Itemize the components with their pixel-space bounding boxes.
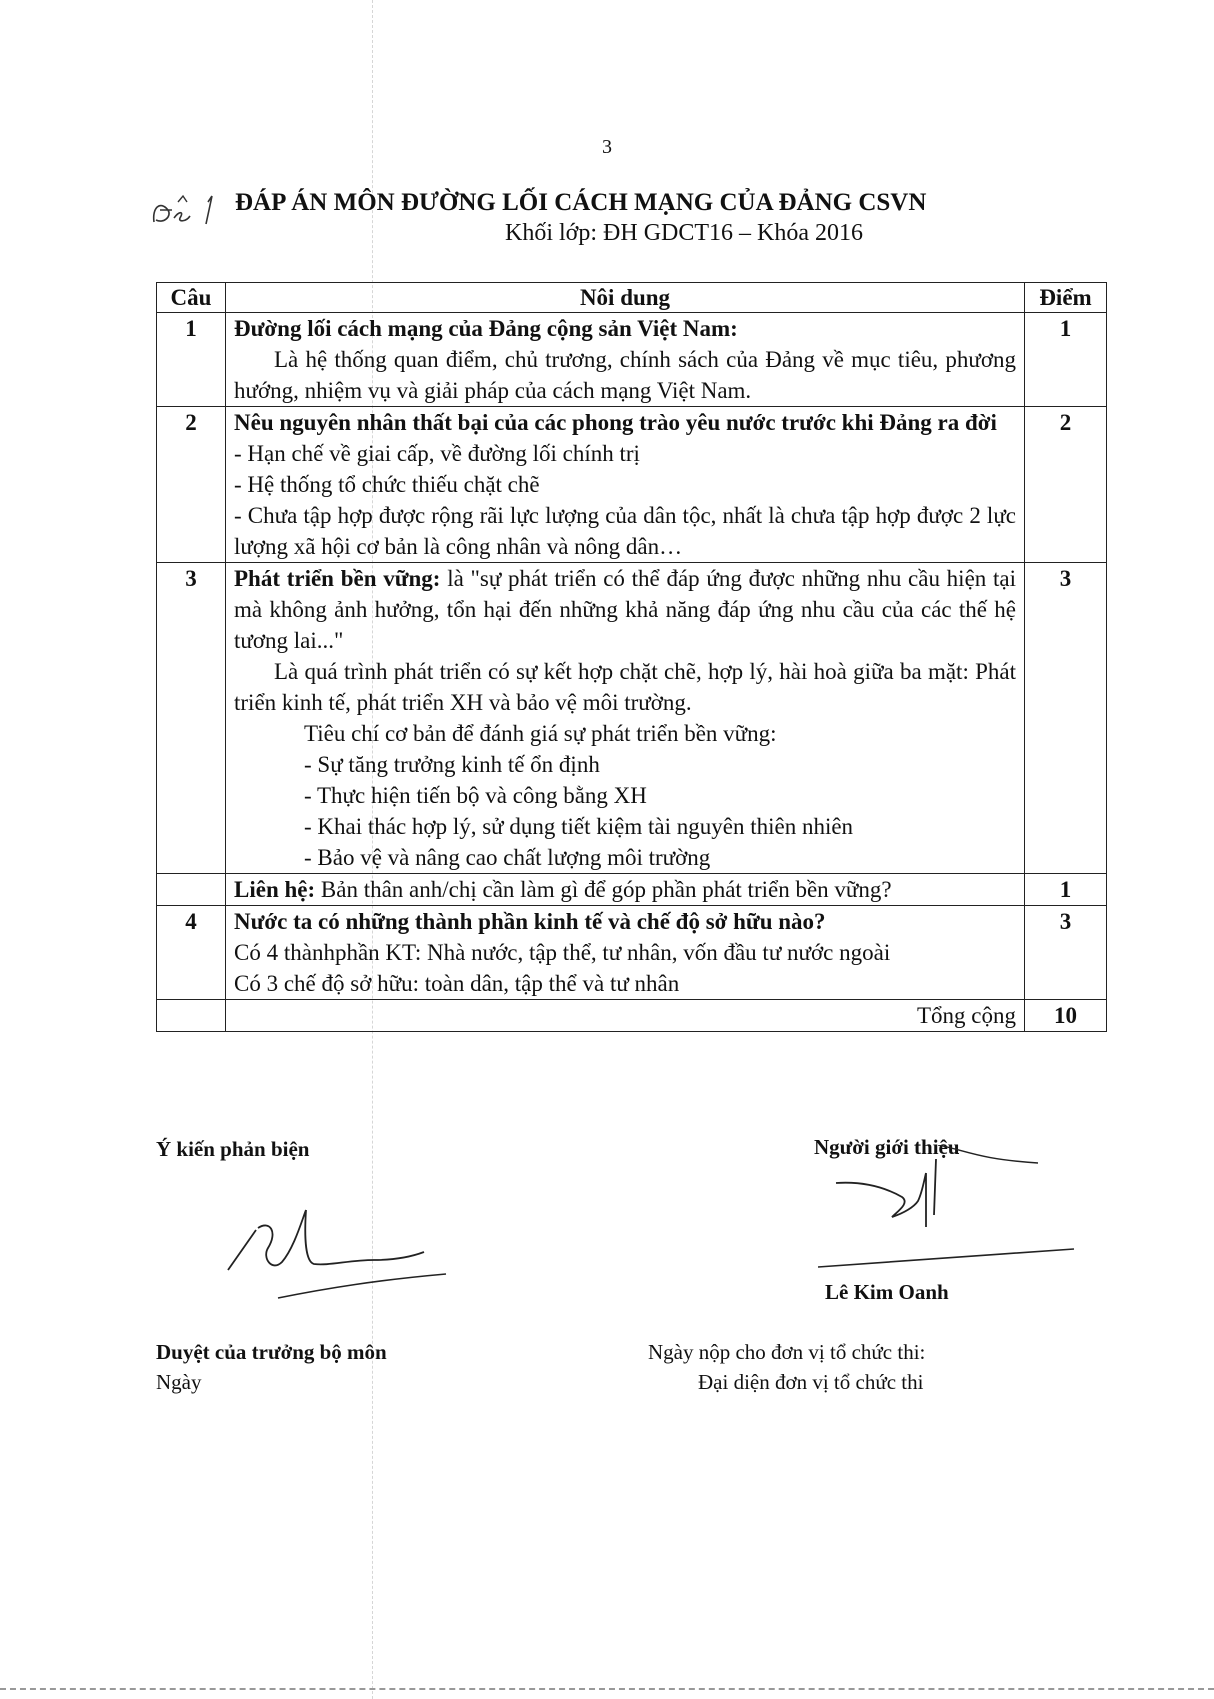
date-label: Ngày — [156, 1370, 202, 1394]
reviewer-signature — [218, 1200, 458, 1325]
class-subtitle: Khối lớp: ĐH GDCT16 – Khóa 2016 — [505, 220, 864, 246]
definition-paragraph — [234, 563, 1016, 656]
total-row — [157, 1000, 1107, 1032]
total-empty-cell — [157, 1000, 226, 1032]
answer-line: Có 3 chế độ sở hữu: toàn dân, tập thể và tư nhân — [234, 971, 680, 996]
scan-bottom-edge — [0, 1688, 1214, 1690]
question-heading: Nước ta có những thành phần kinh tế và chế độ sở hữu nào? — [234, 909, 826, 934]
answer-line: Có 4 thànhphần KT: Nhà nước, tập thể, tư nhân, vốn đầu tư nước ngoài — [234, 940, 891, 965]
question-points: 2 — [1025, 407, 1107, 563]
introducer-name: Lê Kim Oanh — [825, 1280, 949, 1304]
question-content — [226, 313, 1025, 407]
question-number: 1 — [157, 313, 226, 407]
question-points: 1 — [1025, 313, 1107, 407]
question-content — [226, 874, 1025, 906]
table-row — [157, 906, 1107, 1000]
answer-line: - Hạn chế về giai cấp, về đường lối chính trị — [234, 441, 640, 466]
table-row — [157, 407, 1107, 563]
criteria-item: - Thực hiện tiến bộ và công bằng XH — [304, 783, 647, 808]
introducer-signature — [818, 1145, 1078, 1275]
definition-text: là "sự phát triển có thể đáp ứng được những nhu cầu hiện tại mà không ảnh hưởng, tổn hại đến những khả năng đáp ứng nhu cầu của các thế hệ tương lai..." — [234, 566, 1016, 653]
answer-table — [156, 282, 1107, 1032]
table-header-row — [157, 283, 1107, 313]
question-heading: Phát triển bền vững: — [234, 566, 441, 591]
header-question: Câu — [157, 283, 226, 313]
table-row — [157, 563, 1107, 874]
question-points: 1 — [1025, 874, 1107, 906]
submission-label: Ngày nộp cho đơn vị tổ chức thi: — [648, 1340, 926, 1364]
question-points: 3 — [1025, 563, 1107, 874]
table-row — [157, 874, 1107, 906]
criteria-item: - Khai thác hợp lý, sử dụng tiết kiệm tài nguyên thiên nhiên — [304, 814, 854, 839]
question-number — [157, 874, 226, 906]
total-points: 10 — [1025, 1000, 1107, 1032]
header-points: Điểm — [1025, 283, 1107, 313]
link-text: Bản thân anh/chị cần làm gì để góp phần phát triển bền vững? — [315, 877, 892, 902]
question-number: 4 — [157, 906, 226, 1000]
answer-paragraph: Là quá trình phát triển có sự kết hợp chặt chẽ, hợp lý, hài hoà giữa ba mặt: Phát triển kinh tế, phát triển XH và bảo vệ môi trường. — [234, 659, 1016, 715]
handwritten-exam-mark — [150, 188, 222, 228]
table-row — [157, 313, 1107, 407]
question-content — [226, 563, 1025, 874]
document-title: ĐÁP ÁN MÔN ĐƯỜNG LỐI CÁCH MẠNG CỦA ĐẢNG CSVN — [235, 189, 927, 216]
question-number: 3 — [157, 563, 226, 874]
question-content — [226, 407, 1025, 563]
question-points: 3 — [1025, 906, 1107, 1000]
link-paragraph — [234, 874, 1016, 905]
total-label: Tổng cộng — [226, 1000, 1025, 1032]
head-approval-label: Duyệt của trưởng bộ môn — [156, 1340, 387, 1364]
org-rep-label: Đại diện đơn vị tổ chức thi — [698, 1370, 924, 1394]
question-heading: Đường lối cách mạng của Đảng cộng sản Việt Nam: — [234, 316, 738, 341]
answer-paragraph: Là hệ thống quan điểm, chủ trương, chính sách của Đảng về mục tiêu, phương hướng, nhiệm vụ và giải pháp của cách mạng Việt Nam. — [234, 347, 1016, 403]
answer-line: - Chưa tập hợp được rộng rãi lực lượng của dân tộc, nhất là chưa tập hợp được 2 lực lượng xã hội cơ bản là công nhân và nông dân… — [234, 503, 1016, 559]
introducer-label: Người giới thiệu — [814, 1135, 960, 1159]
criteria-item: - Bảo vệ và nâng cao chất lượng môi trường — [304, 845, 711, 870]
criteria-heading: Tiêu chí cơ bản để đánh giá sự phát triển bền vững: — [304, 721, 777, 746]
header-content: Nôi dung — [226, 283, 1025, 313]
reviewer-label: Ý kiến phản biện — [156, 1137, 310, 1161]
question-heading: Nêu nguyên nhân thất bại của các phong trào yêu nước trước khi Đảng ra đời — [234, 410, 997, 435]
question-heading: Liên hệ: — [234, 877, 316, 902]
question-number: 2 — [157, 407, 226, 563]
question-content — [226, 906, 1025, 1000]
criteria-item: - Sự tăng trưởng kinh tế ổn định — [304, 752, 600, 777]
answer-line: - Hệ thống tổ chức thiếu chặt chẽ — [234, 472, 540, 497]
page-number: 3 — [602, 136, 612, 158]
